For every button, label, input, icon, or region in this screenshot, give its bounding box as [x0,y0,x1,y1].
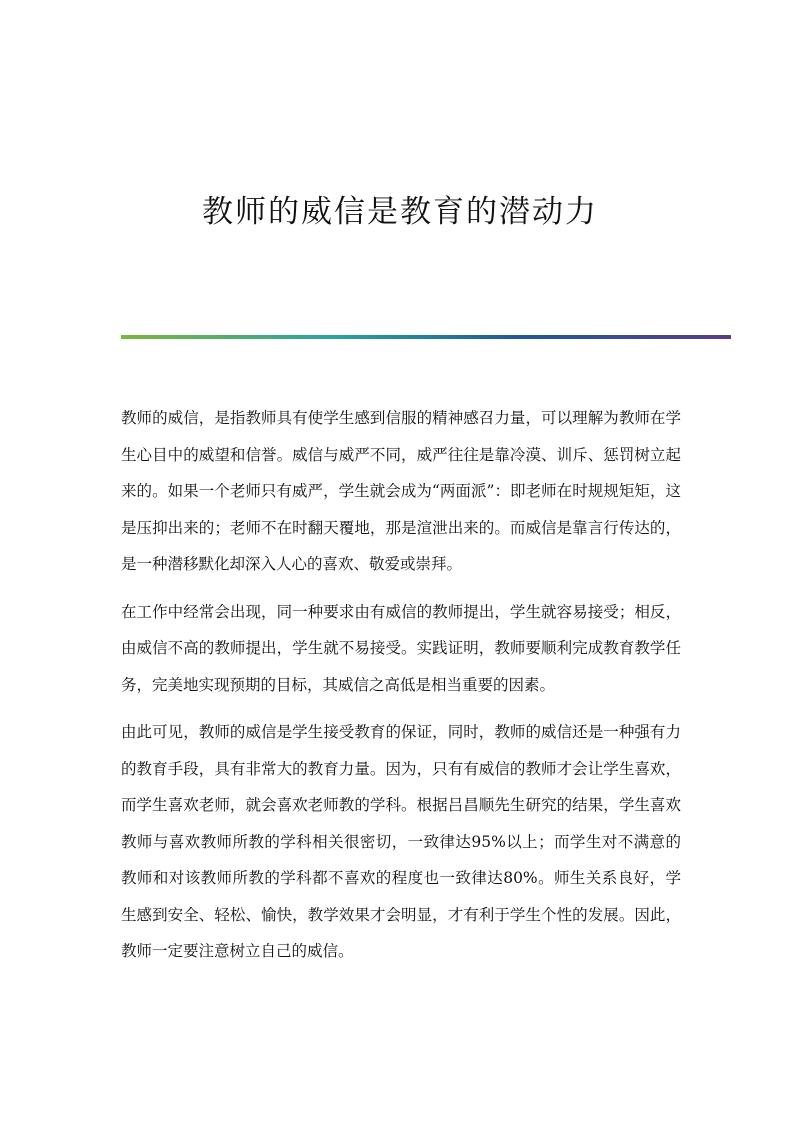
paragraph-2: 在工作中经常会出现，同一种要求由有威信的教师提出，学生就容易接受；相反，由威信不高的教师提出，学生就不易接受。实践证明，教师要顺利完成教育教学任务，完美地实现预期的目标，其威信之高低是相当重要的因素。 [121,602,681,694]
title-divider [121,335,731,339]
paragraph-1: 教师的威信，是指教师具有使学生感到信服的精神感召力量，可以理解为教师在学生心目中的威望和信誉。威信与威严不同，威严往往是靠冷漠、训斥、惩罚树立起来的。如果一个老师只有威严，学生就会成为“两面派”：即老师在时规规矩矩，这是压抑出来的；老师不在时翻天覆地，那是渲泄出来的。而威信是靠言行传达的，是一种潜移默化却深入人心的喜欢、敬爱或崇拜。 [121,409,681,573]
document-body [121,400,681,981]
paragraph-3: 由此可见，教师的威信是学生接受教育的保证，同时，教师的威信还是一种强有力的教育手段，具有非常大的教育力量。因为，只有有威信的教师才会让学生喜欢，而学生喜欢老师，就会喜欢老师教的学科。根据吕昌顺先生研究的结果，学生喜欢教师与喜欢教师所教的学科相关很密切，一致律达95%以上；而学生对不满意的教师和对该教师所教的学科都不喜欢的程度也一致律达80%。师生关系良好，学生感到安全、轻松、愉快，教学效果才会明显，才有利于学生个性的发展。因此，教师一定要注意树立自己的威信。 [121,723,681,960]
document-title: 教师的威信是教育的潜动力 [202,194,598,230]
